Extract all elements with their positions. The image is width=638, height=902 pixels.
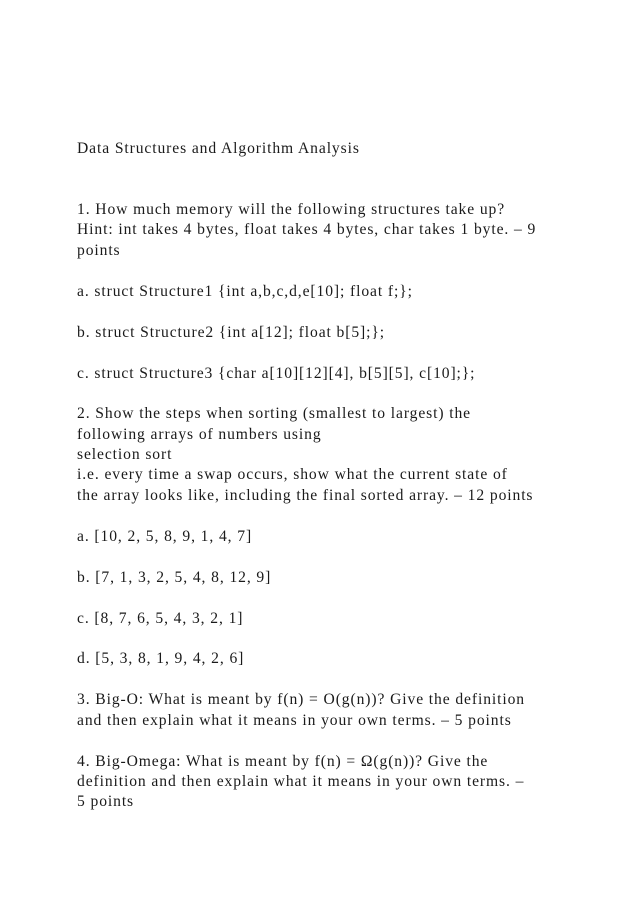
question-3-points: and then explain what it means in your own terms. – 5 points [77, 712, 512, 729]
question-4-points: 5 points [77, 793, 135, 810]
question-1a: a. struct Structure1 {int a,b,c,d,e[10]; float f;}; [77, 283, 413, 300]
question-1-points: points [77, 242, 121, 259]
question-2-points: the array looks like, including the final sorted array. – 12 points [77, 487, 534, 504]
question-4-prompt: 4. Big-Omega: What is meant by f(n) = Ω(g(n))? Give the [77, 753, 489, 770]
question-2c: c. [8, 7, 6, 5, 4, 3, 2, 1] [77, 610, 244, 627]
question-2-method: selection sort [77, 446, 173, 463]
question-1-prompt: 1. How much memory will the following structures take up? [77, 201, 506, 218]
question-2-instructions: i.e. every time a swap occurs, show what the current state of [77, 466, 508, 483]
question-2-prompt: 2. Show the steps when sorting (smallest to largest) the [77, 405, 471, 422]
question-4-prompt-cont: definition and then explain what it means in your own terms. – [77, 773, 525, 790]
question-3-prompt: 3. Big-O: What is meant by f(n) = O(g(n))? Give the definition [77, 691, 525, 708]
question-2a: a. [10, 2, 5, 8, 9, 1, 4, 7] [77, 528, 253, 545]
question-2d: d. [5, 3, 8, 1, 9, 4, 2, 6] [77, 650, 245, 667]
document-title: Data Structures and Algorithm Analysis [77, 140, 360, 157]
question-1c: c. struct Structure3 {char a[10][12][4], b[5][5], c[10];}; [77, 365, 476, 382]
question-2b: b. [7, 1, 3, 2, 5, 4, 8, 12, 9] [77, 569, 272, 586]
question-2-prompt-cont: following arrays of numbers using [77, 426, 322, 443]
question-1b: b. struct Structure2 {int a[12]; float b[5];}; [77, 324, 385, 341]
question-1-hint: Hint: int takes 4 bytes, float takes 4 bytes, char takes 1 byte. – 9 [77, 221, 537, 238]
